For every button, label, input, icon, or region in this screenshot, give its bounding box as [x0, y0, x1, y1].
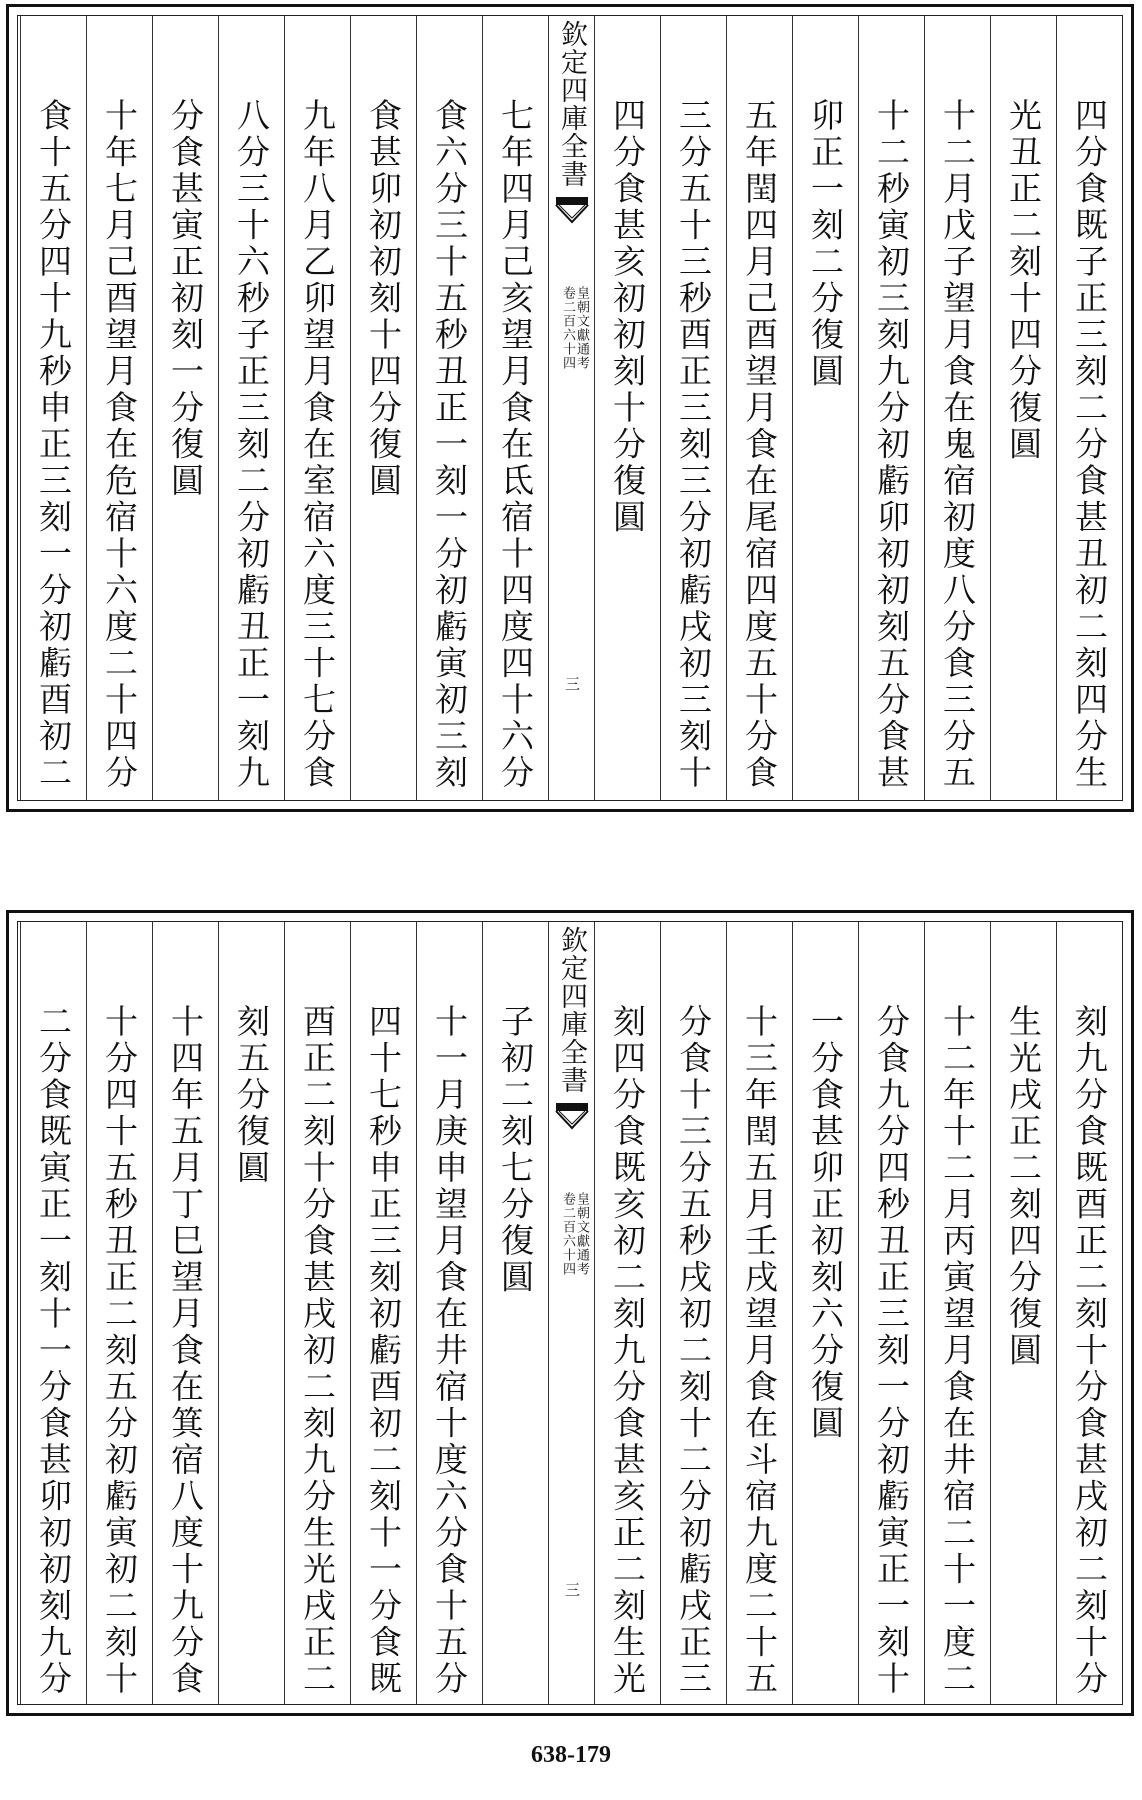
column-text: 食六分三十五秒丑正一刻一分初虧寅初三刻 [430, 98, 469, 792]
column-text: 八分三十六秒子正三刻二分初虧丑正一刻九 [232, 98, 271, 792]
column-text: 四十七秒申正三刻初虧酉初二刻十一分食既 [364, 1004, 403, 1698]
column-text: 光丑正二刻十四分復圓 [1004, 98, 1043, 463]
text-column [416, 16, 482, 800]
column-text: 二分食既寅正一刻十一分食甚卯初初刻九分 [34, 1004, 73, 1698]
text-column [152, 922, 218, 1704]
fish-tail-icon [555, 196, 589, 228]
text-column [86, 16, 152, 800]
text-column [1056, 922, 1122, 1704]
empty-column [0, 922, 20, 1704]
text-column [482, 922, 548, 1704]
text-column [218, 16, 284, 800]
text-column [990, 922, 1056, 1704]
text-column [20, 16, 86, 800]
column-text: 食十五分四十九秒申正三刻一分初虧酉初二 [34, 98, 73, 792]
text-column [350, 16, 416, 800]
text-column [594, 16, 660, 800]
column-text: 十年七月己酉望月食在危宿十六度二十四分 [100, 98, 139, 792]
column-text: 四分食甚亥初初刻十分復圓 [608, 98, 647, 536]
column-text: 十二月戊子望月食在鬼宿初度八分食三分五 [938, 98, 977, 792]
text-column [660, 922, 726, 1704]
column-text: 四分食既子正三刻二分食甚丑初二刻四分生 [1070, 98, 1109, 792]
book-series-title: 欽定四庫全書 [556, 20, 587, 188]
column-text: 卯正一刻二分復圓 [806, 98, 845, 390]
top-page-frame [17, 15, 1123, 801]
center-fold-column [548, 922, 594, 1704]
text-column [792, 16, 858, 800]
text-column [218, 922, 284, 1704]
text-column [726, 922, 792, 1704]
column-text: 十分四十五秒丑正二刻五分初虧寅初二刻十 [100, 1004, 139, 1698]
text-column [86, 922, 152, 1704]
column-text: 生光戌正二刻四分復圓 [1004, 1004, 1043, 1369]
empty-column [0, 16, 20, 800]
text-column [858, 922, 924, 1704]
volume-number: 卷二百六十四 [560, 286, 575, 370]
column-text: 刻九分食既酉正二刻十分食甚戌初二刻十分 [1070, 1004, 1109, 1698]
column-text: 十二年十二月丙寅望月食在井宿二十一度二 [938, 1004, 977, 1698]
column-text: 十四年五月丁巳望月食在箕宿八度十九分食 [166, 1004, 205, 1698]
text-column [792, 922, 858, 1704]
column-text: 七年四月己亥望月食在氐宿十四度四十六分 [496, 98, 535, 792]
column-text: 十三年閏五月壬戌望月食在斗宿九度二十五 [740, 1004, 779, 1698]
book-title: 皇朝文獻通考 [574, 286, 589, 370]
center-subtitle [561, 1192, 588, 1276]
column-text: 五年閏四月己酉望月食在尾宿四度五十分食 [740, 98, 779, 792]
text-column [350, 922, 416, 1704]
text-column [284, 16, 350, 800]
text-column [594, 922, 660, 1704]
text-column [416, 922, 482, 1704]
text-column [152, 16, 218, 800]
column-text: 酉正二刻十分食甚戌初二刻九分生光戌正二 [298, 1004, 337, 1698]
column-text: 九年八月乙卯望月食在室宿六度三十七分食 [298, 98, 337, 792]
text-column [284, 922, 350, 1704]
fish-tail-icon [555, 1102, 589, 1134]
column-text: 分食九分四秒丑正三刻一分初虧寅正一刻十 [872, 1004, 911, 1698]
text-column [20, 922, 86, 1704]
column-text: 十二秒寅初三刻九分初虧卯初初刻五分食甚 [872, 98, 911, 792]
text-column [726, 16, 792, 800]
book-series-title: 欽定四庫全書 [556, 926, 587, 1094]
center-fold-column [548, 16, 594, 800]
column-text: 十一月庚申望月食在井宿十度六分食十五分 [430, 1004, 469, 1698]
top-page [6, 4, 1134, 812]
text-column [924, 922, 990, 1704]
column-text: 一分食甚卯正初刻六分復圓 [806, 1004, 845, 1442]
folio-number: 三 [563, 1582, 581, 1597]
book-title: 皇朝文獻通考 [574, 1192, 589, 1276]
bottom-page-frame [17, 921, 1123, 1705]
text-column [990, 16, 1056, 800]
column-text: 分食十三分五秒戌初二刻十二分初虧戌正三 [674, 1004, 713, 1698]
column-text: 分食甚寅正初刻一分復圓 [166, 98, 205, 500]
page-number: 638-179 [531, 1742, 611, 1768]
column-text: 刻五分復圓 [232, 1004, 271, 1187]
column-text: 三分五十三秒酉正三刻三分初虧戌初三刻十 [674, 98, 713, 792]
column-text: 刻四分食既亥初二刻九分食甚亥正二刻生光 [608, 1004, 647, 1698]
text-column [660, 16, 726, 800]
folio-number: 三 [563, 676, 581, 691]
text-column [482, 16, 548, 800]
center-subtitle [561, 286, 588, 370]
text-column [924, 16, 990, 800]
bottom-page [6, 910, 1134, 1716]
volume-number: 卷二百六十四 [560, 1192, 575, 1276]
text-column [1056, 16, 1122, 800]
text-column [858, 16, 924, 800]
column-text: 子初二刻七分復圓 [496, 1004, 535, 1296]
column-text: 食甚卯初初刻十四分復圓 [364, 98, 403, 500]
